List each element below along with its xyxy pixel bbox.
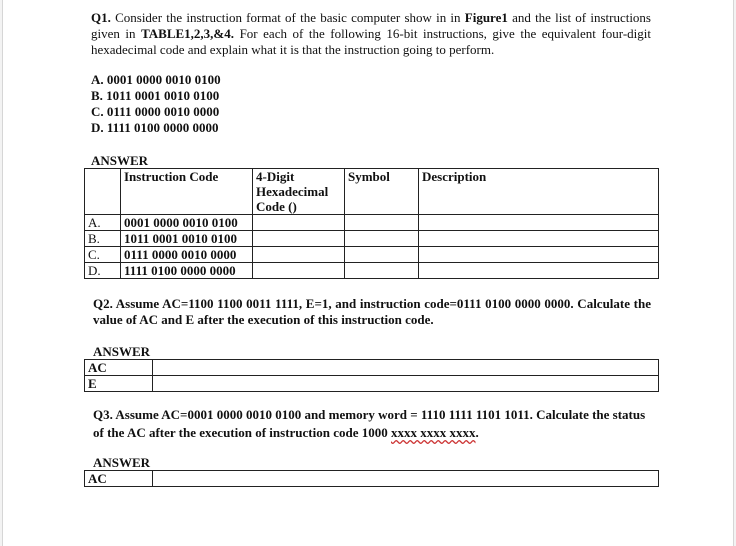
q1-answer-table bbox=[84, 168, 659, 279]
row-letter: C. bbox=[85, 247, 121, 263]
question-1 bbox=[91, 10, 651, 169]
q1-text-a: Consider the instruction format of the basic computer show in in bbox=[115, 10, 461, 25]
q3-answer-table bbox=[84, 470, 659, 487]
header-hex-code bbox=[253, 169, 345, 215]
row-description-cell[interactable] bbox=[419, 215, 659, 231]
table-row bbox=[85, 376, 659, 392]
row-hex-cell[interactable] bbox=[253, 215, 345, 231]
document-page bbox=[2, 0, 734, 546]
row-symbol-cell[interactable] bbox=[345, 231, 419, 247]
e-answer-cell[interactable] bbox=[153, 376, 659, 392]
row-letter: A. bbox=[85, 215, 121, 231]
table-row bbox=[85, 471, 659, 487]
q1-text-b: and the list of instructions given in bbox=[91, 10, 651, 41]
table-header-row bbox=[85, 169, 659, 215]
q2-answer-label: ANSWER bbox=[93, 344, 151, 359]
row-description-cell[interactable] bbox=[419, 247, 659, 263]
row-hex-cell[interactable] bbox=[253, 263, 345, 279]
list-item: D. 1111 0100 0000 0000 bbox=[91, 120, 219, 135]
ac-answer-cell[interactable] bbox=[153, 360, 659, 376]
row-code: 0111 0000 0010 0000 bbox=[121, 247, 253, 263]
row-hex-cell[interactable] bbox=[253, 231, 345, 247]
q3-answer-label: ANSWER bbox=[93, 455, 151, 470]
header-cell-blank bbox=[85, 169, 121, 215]
table-row bbox=[85, 215, 659, 231]
row-hex-cell[interactable] bbox=[253, 247, 345, 263]
list-item: B. 1011 0001 0010 0100 bbox=[91, 88, 220, 103]
table-row bbox=[85, 263, 659, 279]
q1-answer-label: ANSWER bbox=[91, 153, 149, 168]
row-code: 1011 0001 0010 0100 bbox=[121, 231, 253, 247]
row-label-e: E bbox=[85, 376, 153, 392]
row-symbol-cell[interactable] bbox=[345, 247, 419, 263]
header-description: Description bbox=[419, 169, 659, 215]
q3-text: Q3. Assume AC=0001 0000 0010 0100 and memory word = 1110 1111 1101 1011. Calculate the status of the AC after the execution of instruction code 1000 bbox=[93, 407, 646, 440]
q1-tables-ref: TABLE1,2,3,&4. bbox=[141, 26, 235, 41]
q3-end: . bbox=[475, 425, 479, 440]
row-description-cell[interactable] bbox=[419, 263, 659, 279]
q1-text-c: For each of the following 16-bit instructions, give the equivalent four-digit hexadecimal code and explain what it is that the instruction going to perform. bbox=[91, 26, 652, 57]
row-letter: B. bbox=[85, 231, 121, 247]
header-hex-line-3: Code () bbox=[256, 199, 297, 214]
table-row bbox=[85, 231, 659, 247]
list-item: A. 0001 0000 0010 0100 bbox=[91, 72, 221, 87]
row-symbol-cell[interactable] bbox=[345, 215, 419, 231]
table-row bbox=[85, 247, 659, 263]
list-item: C. 0111 0000 0010 0000 bbox=[91, 104, 220, 119]
row-label-ac: AC bbox=[85, 360, 153, 376]
row-letter: D. bbox=[85, 263, 121, 279]
header-hex-line-1: 4-Digit bbox=[256, 169, 295, 184]
q1-instruction-list bbox=[91, 72, 651, 136]
header-symbol: Symbol bbox=[345, 169, 419, 215]
question-2: Q2. Assume AC=1100 1100 0011 1111, E=1, and instruction code=0111 0100 0000 0000. Calculate the value of AC and E after the execution of this instruction code. bbox=[93, 296, 651, 327]
table-row bbox=[85, 360, 659, 376]
header-hex-line-2: Hexadecimal bbox=[256, 184, 329, 199]
q2-answer-table bbox=[84, 359, 659, 392]
row-code: 1111 0100 0000 0000 bbox=[121, 263, 253, 279]
q1-figure-ref: Figure1 bbox=[464, 10, 508, 25]
row-description-cell[interactable] bbox=[419, 231, 659, 247]
ac-answer-cell[interactable] bbox=[153, 471, 659, 487]
q1-label: Q1. bbox=[91, 10, 111, 25]
question-3 bbox=[93, 406, 653, 442]
header-instruction-code: Instruction Code bbox=[121, 169, 253, 215]
row-symbol-cell[interactable] bbox=[345, 263, 419, 279]
q3-spellcheck-text: xxxx xxxx xxxx bbox=[391, 425, 476, 440]
row-code: 0001 0000 0010 0100 bbox=[121, 215, 253, 231]
q1-paragraph bbox=[91, 10, 651, 58]
row-label-ac: AC bbox=[85, 471, 153, 487]
